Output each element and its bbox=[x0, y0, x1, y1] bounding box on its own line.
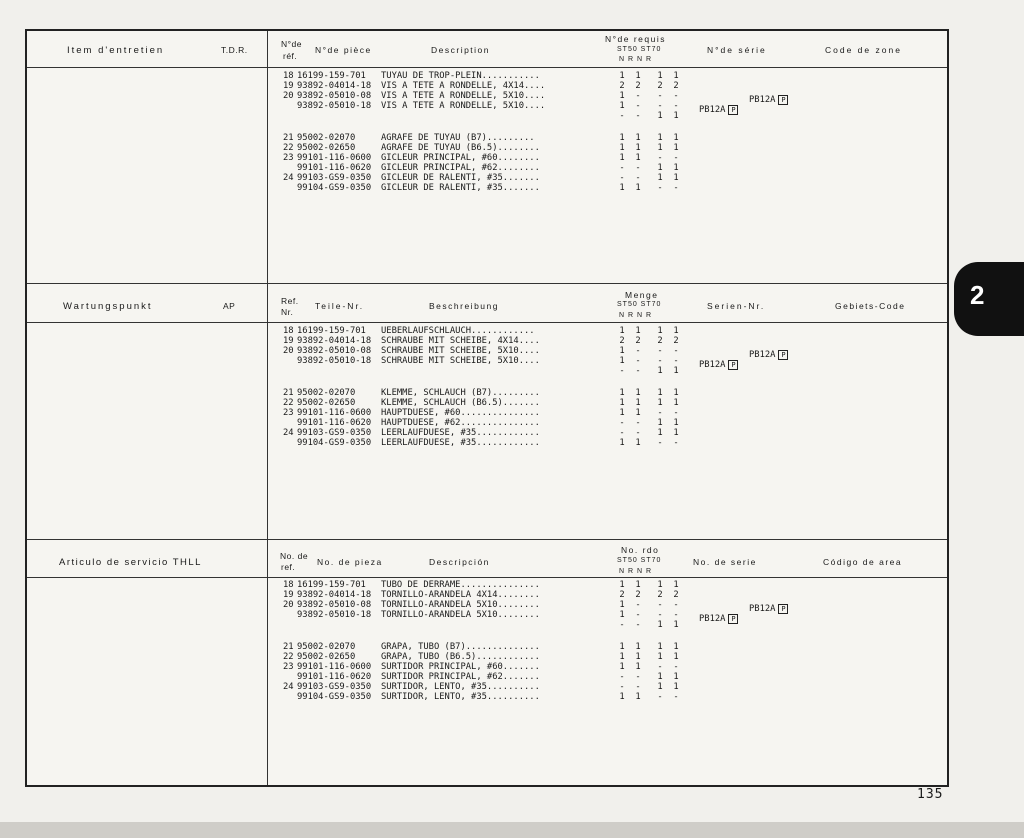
serial-label: PB12A P bbox=[749, 95, 788, 105]
header-qty-models: ST50 ST70 bbox=[617, 46, 662, 53]
part-number: 99101-116-0600 bbox=[297, 153, 372, 163]
ref-number: 18 bbox=[283, 326, 294, 336]
quantity-cell: 1 bbox=[619, 143, 625, 153]
quantity-cell: 2 bbox=[657, 590, 663, 600]
chapter-tab bbox=[954, 262, 1024, 336]
quantity-cell: - bbox=[635, 428, 641, 438]
ref-number: 22 bbox=[283, 652, 294, 662]
header-rule bbox=[27, 322, 947, 323]
section-french bbox=[27, 31, 947, 283]
part-number: 95002-02650 bbox=[297, 143, 356, 153]
quantity-cell: 1 bbox=[673, 71, 679, 81]
quantity-cell: 1 bbox=[673, 620, 679, 630]
part-number: 95002-02070 bbox=[297, 642, 356, 652]
part-number: 95002-02070 bbox=[297, 133, 356, 143]
quantity-cell: - bbox=[635, 346, 641, 356]
quantity-cell: - bbox=[635, 620, 641, 630]
part-description: AGRAFE DE TUYAU (B6.5)........ bbox=[381, 143, 540, 153]
header-ref-bottom: ref. bbox=[281, 562, 296, 572]
p-mark-icon: P bbox=[728, 105, 738, 115]
part-description: VIS A TETE A RONDELLE, 4X14.... bbox=[381, 81, 546, 91]
part-description: TORNILLO-ARANDELA 5X10........ bbox=[381, 610, 540, 620]
part-number: 95002-02650 bbox=[297, 652, 356, 662]
quantity-cell: - bbox=[635, 600, 641, 610]
ref-number: 21 bbox=[283, 133, 294, 143]
quantity-cell: - bbox=[673, 153, 679, 163]
quantity-cell: - bbox=[657, 600, 663, 610]
quantity-cell: - bbox=[619, 428, 625, 438]
header-zone: Gebiets-Code bbox=[835, 301, 906, 311]
quantity-cell: 1 bbox=[619, 91, 625, 101]
header-qty: No. rdo bbox=[621, 545, 660, 555]
quantity-cell: 1 bbox=[657, 133, 663, 143]
quantity-cell: - bbox=[673, 438, 679, 448]
parts-list-page bbox=[25, 29, 949, 787]
serial-label: PB12A P bbox=[699, 614, 738, 624]
quantity-cell: - bbox=[619, 682, 625, 692]
quantity-cell: - bbox=[673, 408, 679, 418]
quantity-cell: 1 bbox=[673, 398, 679, 408]
ref-number: 24 bbox=[283, 173, 294, 183]
ref-number: 24 bbox=[283, 682, 294, 692]
quantity-cell: - bbox=[657, 356, 663, 366]
part-number: 93892-05010-18 bbox=[297, 356, 372, 366]
ref-number: 22 bbox=[283, 143, 294, 153]
part-description: GICLEUR PRINCIPAL, #60........ bbox=[381, 153, 540, 163]
quantity-cell: - bbox=[673, 692, 679, 702]
quantity-cell: - bbox=[657, 408, 663, 418]
quantity-cell: 1 bbox=[619, 662, 625, 672]
header-qty: N°de requis bbox=[605, 34, 667, 44]
p-mark-icon: P bbox=[728, 360, 738, 370]
header-qty: Menge bbox=[625, 290, 659, 300]
header-qty-models: ST50 ST70 bbox=[617, 301, 662, 308]
quantity-cell: 1 bbox=[673, 428, 679, 438]
quantity-cell: - bbox=[635, 610, 641, 620]
quantity-cell: 1 bbox=[619, 133, 625, 143]
quantity-cell: 1 bbox=[619, 153, 625, 163]
part-number: 99101-116-0600 bbox=[297, 408, 372, 418]
quantity-cell: - bbox=[619, 672, 625, 682]
quantity-cell: 1 bbox=[619, 652, 625, 662]
part-number: 99103-GS9-0350 bbox=[297, 173, 372, 183]
quantity-cell: 1 bbox=[673, 163, 679, 173]
part-number: 95002-02070 bbox=[297, 388, 356, 398]
part-number: 93892-04014-18 bbox=[297, 590, 372, 600]
ref-number: 23 bbox=[283, 408, 294, 418]
quantity-cell: - bbox=[657, 153, 663, 163]
quantity-cell: 1 bbox=[673, 366, 679, 376]
header-item: Wartungspunkt bbox=[63, 301, 153, 312]
quantity-cell: 1 bbox=[657, 580, 663, 590]
header-ref-bottom: Nr. bbox=[281, 307, 294, 317]
ref-number: 19 bbox=[283, 590, 294, 600]
serial-label: PB12A P bbox=[699, 360, 738, 370]
quantity-cell: 1 bbox=[673, 388, 679, 398]
quantity-cell: - bbox=[657, 101, 663, 111]
quantity-cell: - bbox=[635, 173, 641, 183]
quantity-cell: - bbox=[619, 366, 625, 376]
part-number: 99103-GS9-0350 bbox=[297, 682, 372, 692]
serial-label: PB12A P bbox=[699, 105, 738, 115]
quantity-cell: 1 bbox=[635, 71, 641, 81]
quantity-cell: 2 bbox=[673, 81, 679, 91]
quantity-cell: 2 bbox=[657, 81, 663, 91]
header-desc: Description bbox=[431, 45, 491, 55]
quantity-cell: 1 bbox=[657, 398, 663, 408]
section-spanish bbox=[27, 540, 947, 785]
quantity-cell: 1 bbox=[657, 652, 663, 662]
part-description: SCHRAUBE MIT SCHEIBE, 5X10.... bbox=[381, 356, 540, 366]
part-description: KLEMME, SCHLAUCH (B7)......... bbox=[381, 388, 540, 398]
quantity-cell: 1 bbox=[657, 388, 663, 398]
quantity-cell: - bbox=[619, 173, 625, 183]
ref-number: 23 bbox=[283, 662, 294, 672]
header-zone: Código de area bbox=[823, 557, 903, 567]
part-number: 99103-GS9-0350 bbox=[297, 428, 372, 438]
part-description: GRAPA, TUBO (B7).............. bbox=[381, 642, 540, 652]
header-desc: Beschreibung bbox=[429, 301, 499, 311]
quantity-cell: 2 bbox=[635, 81, 641, 91]
part-number: 99101-116-0620 bbox=[297, 163, 372, 173]
quantity-cell: 1 bbox=[635, 153, 641, 163]
quantity-cell: 2 bbox=[635, 336, 641, 346]
serial-label: PB12A P bbox=[749, 604, 788, 614]
quantity-cell: 1 bbox=[619, 438, 625, 448]
quantity-cell: 2 bbox=[619, 336, 625, 346]
ref-number: 19 bbox=[283, 336, 294, 346]
quantity-cell: 1 bbox=[635, 662, 641, 672]
quantity-cell: 1 bbox=[619, 71, 625, 81]
quantity-cell: - bbox=[673, 346, 679, 356]
quantity-cell: 1 bbox=[635, 692, 641, 702]
quantity-cell: 1 bbox=[657, 672, 663, 682]
header-rule bbox=[27, 577, 947, 578]
part-number: 93892-04014-18 bbox=[297, 81, 372, 91]
quantity-cell: - bbox=[673, 101, 679, 111]
part-description: GICLEUR DE RALENTI, #35....... bbox=[381, 183, 540, 193]
quantity-cell: 1 bbox=[673, 642, 679, 652]
quantity-cell: 1 bbox=[635, 326, 641, 336]
part-number: 93892-04014-18 bbox=[297, 336, 372, 346]
quantity-cell: - bbox=[673, 662, 679, 672]
header-serial: No. de serie bbox=[693, 557, 757, 567]
part-number: 99104-GS9-0350 bbox=[297, 692, 372, 702]
quantity-cell: 1 bbox=[673, 580, 679, 590]
quantity-cell: - bbox=[657, 438, 663, 448]
part-description: VIS A TETE A RONDELLE, 5X10.... bbox=[381, 91, 546, 101]
part-description: HAUPTDUESE, #62............... bbox=[381, 418, 540, 428]
part-description: SCHRAUBE MIT SCHEIBE, 5X10.... bbox=[381, 346, 540, 356]
header-zone: Code de zone bbox=[825, 45, 902, 55]
header-part: No. de pieza bbox=[317, 557, 383, 567]
ref-number: 19 bbox=[283, 81, 294, 91]
ref-number: 23 bbox=[283, 153, 294, 163]
quantity-cell: 2 bbox=[635, 590, 641, 600]
quantity-cell: 1 bbox=[635, 438, 641, 448]
quantity-cell: 1 bbox=[635, 580, 641, 590]
quantity-cell: 1 bbox=[657, 326, 663, 336]
part-description: SURTIDOR, LENTO, #35.......... bbox=[381, 692, 540, 702]
quantity-cell: - bbox=[673, 610, 679, 620]
quantity-cell: 1 bbox=[619, 183, 625, 193]
header-part: Teile-Nr. bbox=[315, 301, 365, 311]
quantity-cell: 1 bbox=[619, 346, 625, 356]
quantity-cell: - bbox=[635, 101, 641, 111]
ref-number: 21 bbox=[283, 388, 294, 398]
quantity-cell: 1 bbox=[673, 173, 679, 183]
quantity-cell: - bbox=[657, 91, 663, 101]
header-serial: N°de série bbox=[707, 45, 767, 55]
quantity-cell: 1 bbox=[657, 428, 663, 438]
part-description: HAUPTDUESE, #60............... bbox=[381, 408, 540, 418]
quantity-cell: - bbox=[657, 346, 663, 356]
part-number: 93892-05010-18 bbox=[297, 101, 372, 111]
quantity-cell: 1 bbox=[657, 71, 663, 81]
part-description: GRAPA, TUBO (B6.5)............ bbox=[381, 652, 540, 662]
page-number: 135 bbox=[917, 787, 944, 802]
quantity-cell: 1 bbox=[619, 600, 625, 610]
quantity-cell: - bbox=[635, 672, 641, 682]
p-mark-icon: P bbox=[778, 604, 788, 614]
part-number: 16199-159-701 bbox=[297, 580, 366, 590]
part-description: LEERLAUFDUESE, #35............ bbox=[381, 438, 540, 448]
part-number: 99101-116-0620 bbox=[297, 672, 372, 682]
column-divider bbox=[267, 31, 268, 283]
quantity-cell: 1 bbox=[619, 692, 625, 702]
part-description: KLEMME, SCHLAUCH (B6.5)....... bbox=[381, 398, 540, 408]
p-mark-icon: P bbox=[778, 350, 788, 360]
part-number: 99104-GS9-0350 bbox=[297, 183, 372, 193]
quantity-cell: 1 bbox=[619, 388, 625, 398]
header-qty-sub: N R N R bbox=[619, 568, 653, 575]
quantity-cell: 2 bbox=[619, 81, 625, 91]
quantity-cell: 1 bbox=[673, 143, 679, 153]
ref-number: 22 bbox=[283, 398, 294, 408]
header-ref-top: N°de bbox=[281, 39, 302, 49]
quantity-cell: - bbox=[657, 610, 663, 620]
quantity-cell: 1 bbox=[635, 408, 641, 418]
part-number: 93892-05010-08 bbox=[297, 91, 372, 101]
quantity-cell: - bbox=[673, 356, 679, 366]
section-german bbox=[27, 284, 947, 539]
quantity-cell: - bbox=[635, 418, 641, 428]
quantity-cell: 2 bbox=[619, 590, 625, 600]
ref-number: 21 bbox=[283, 642, 294, 652]
quantity-cell: 1 bbox=[619, 580, 625, 590]
quantity-cell: - bbox=[657, 692, 663, 702]
part-description: TORNILLO-ARANDELA 4X14........ bbox=[381, 590, 540, 600]
header-rule bbox=[27, 67, 947, 68]
quantity-cell: - bbox=[635, 163, 641, 173]
page-edge bbox=[0, 822, 1024, 838]
quantity-cell: 1 bbox=[635, 183, 641, 193]
quantity-cell: 1 bbox=[619, 610, 625, 620]
quantity-cell: - bbox=[635, 366, 641, 376]
quantity-cell: - bbox=[635, 91, 641, 101]
quantity-cell: 1 bbox=[657, 620, 663, 630]
quantity-cell: 2 bbox=[657, 336, 663, 346]
quantity-cell: 1 bbox=[673, 111, 679, 121]
quantity-cell: 1 bbox=[657, 163, 663, 173]
quantity-cell: 1 bbox=[619, 326, 625, 336]
quantity-cell: 1 bbox=[619, 356, 625, 366]
ref-number: 20 bbox=[283, 600, 294, 610]
quantity-cell: 1 bbox=[635, 133, 641, 143]
quantity-cell: 1 bbox=[657, 418, 663, 428]
ref-number: 18 bbox=[283, 580, 294, 590]
part-number: 99104-GS9-0350 bbox=[297, 438, 372, 448]
ref-number: 20 bbox=[283, 91, 294, 101]
part-description: SURTIDOR PRINCIPAL, #62....... bbox=[381, 672, 540, 682]
part-description: GICLEUR PRINCIPAL, #62........ bbox=[381, 163, 540, 173]
header-item: Articulo de servicio THLL bbox=[59, 557, 202, 568]
header-qty-models: ST50 ST70 bbox=[617, 557, 662, 564]
quantity-cell: - bbox=[673, 91, 679, 101]
quantity-cell: 1 bbox=[619, 642, 625, 652]
header-tdr: T.D.R. bbox=[221, 45, 248, 55]
part-description: VIS A TETE A RONDELLE, 5X10.... bbox=[381, 101, 546, 111]
quantity-cell: 2 bbox=[673, 336, 679, 346]
part-description: SURTIDOR, LENTO, #35.......... bbox=[381, 682, 540, 692]
p-mark-icon: P bbox=[728, 614, 738, 624]
header-qty-sub: N R N R bbox=[619, 56, 653, 63]
part-description: TORNILLO-ARANDELA 5X10........ bbox=[381, 600, 540, 610]
part-number: 93892-05010-08 bbox=[297, 346, 372, 356]
quantity-cell: 1 bbox=[619, 101, 625, 111]
part-description: SCHRAUBE MIT SCHEIBE, 4X14.... bbox=[381, 336, 540, 346]
quantity-cell: 1 bbox=[657, 111, 663, 121]
quantity-cell: 1 bbox=[635, 652, 641, 662]
quantity-cell: - bbox=[635, 682, 641, 692]
ref-number: 20 bbox=[283, 346, 294, 356]
part-number: 93892-05010-08 bbox=[297, 600, 372, 610]
header-ref-bottom: réf. bbox=[283, 51, 298, 61]
quantity-cell: 1 bbox=[673, 326, 679, 336]
quantity-cell: 1 bbox=[673, 133, 679, 143]
quantity-cell: 1 bbox=[673, 418, 679, 428]
header-ref-top: No. de bbox=[280, 551, 309, 561]
quantity-cell: 2 bbox=[673, 590, 679, 600]
quantity-cell: 1 bbox=[635, 388, 641, 398]
header-ref-top: Ref. bbox=[281, 296, 299, 306]
quantity-cell: 1 bbox=[635, 143, 641, 153]
quantity-cell: 1 bbox=[657, 173, 663, 183]
header-qty-sub: N R N R bbox=[619, 312, 653, 319]
header-desc: Descripción bbox=[429, 557, 490, 567]
part-number: 16199-159-701 bbox=[297, 71, 366, 81]
quantity-cell: - bbox=[635, 356, 641, 366]
part-description: TUBO DE DERRAME............... bbox=[381, 580, 540, 590]
part-number: 93892-05010-18 bbox=[297, 610, 372, 620]
quantity-cell: 1 bbox=[657, 682, 663, 692]
serial-label: PB12A P bbox=[749, 350, 788, 360]
quantity-cell: 1 bbox=[673, 652, 679, 662]
quantity-cell: - bbox=[673, 183, 679, 193]
ref-number: 18 bbox=[283, 71, 294, 81]
part-description: UEBERLAUFSCHLAUCH............ bbox=[381, 326, 535, 336]
part-description: AGRAFE DE TUYAU (B7)......... bbox=[381, 133, 535, 143]
ref-number: 24 bbox=[283, 428, 294, 438]
header-tdr: AP bbox=[223, 301, 236, 311]
header-part: N°de pièce bbox=[315, 45, 372, 55]
quantity-cell: 1 bbox=[619, 408, 625, 418]
part-number: 99101-116-0600 bbox=[297, 662, 372, 672]
quantity-cell: - bbox=[635, 111, 641, 121]
header-serial: Serien-Nr. bbox=[707, 301, 766, 311]
chapter-tab-number: 2 bbox=[970, 280, 985, 310]
quantity-cell: 1 bbox=[635, 398, 641, 408]
quantity-cell: 1 bbox=[657, 642, 663, 652]
quantity-cell: 1 bbox=[673, 682, 679, 692]
quantity-cell: 1 bbox=[657, 143, 663, 153]
part-description: LEERLAUFDUESE, #35............ bbox=[381, 428, 540, 438]
quantity-cell: - bbox=[657, 662, 663, 672]
quantity-cell: - bbox=[673, 600, 679, 610]
header-item: Item d'entretien bbox=[67, 45, 165, 56]
quantity-cell: - bbox=[619, 620, 625, 630]
quantity-cell: 1 bbox=[619, 398, 625, 408]
part-description: SURTIDOR PRINCIPAL, #60....... bbox=[381, 662, 540, 672]
quantity-cell: 1 bbox=[673, 672, 679, 682]
quantity-cell: - bbox=[619, 163, 625, 173]
part-number: 99101-116-0620 bbox=[297, 418, 372, 428]
p-mark-icon: P bbox=[778, 95, 788, 105]
quantity-cell: 1 bbox=[635, 642, 641, 652]
part-number: 16199-159-701 bbox=[297, 326, 366, 336]
quantity-cell: - bbox=[657, 183, 663, 193]
quantity-cell: - bbox=[619, 111, 625, 121]
quantity-cell: 1 bbox=[657, 366, 663, 376]
quantity-cell: - bbox=[619, 418, 625, 428]
part-description: GICLEUR DE RALENTI, #35....... bbox=[381, 173, 540, 183]
part-number: 95002-02650 bbox=[297, 398, 356, 408]
part-description: TUYAU DE TROP-PLEIN........... bbox=[381, 71, 540, 81]
